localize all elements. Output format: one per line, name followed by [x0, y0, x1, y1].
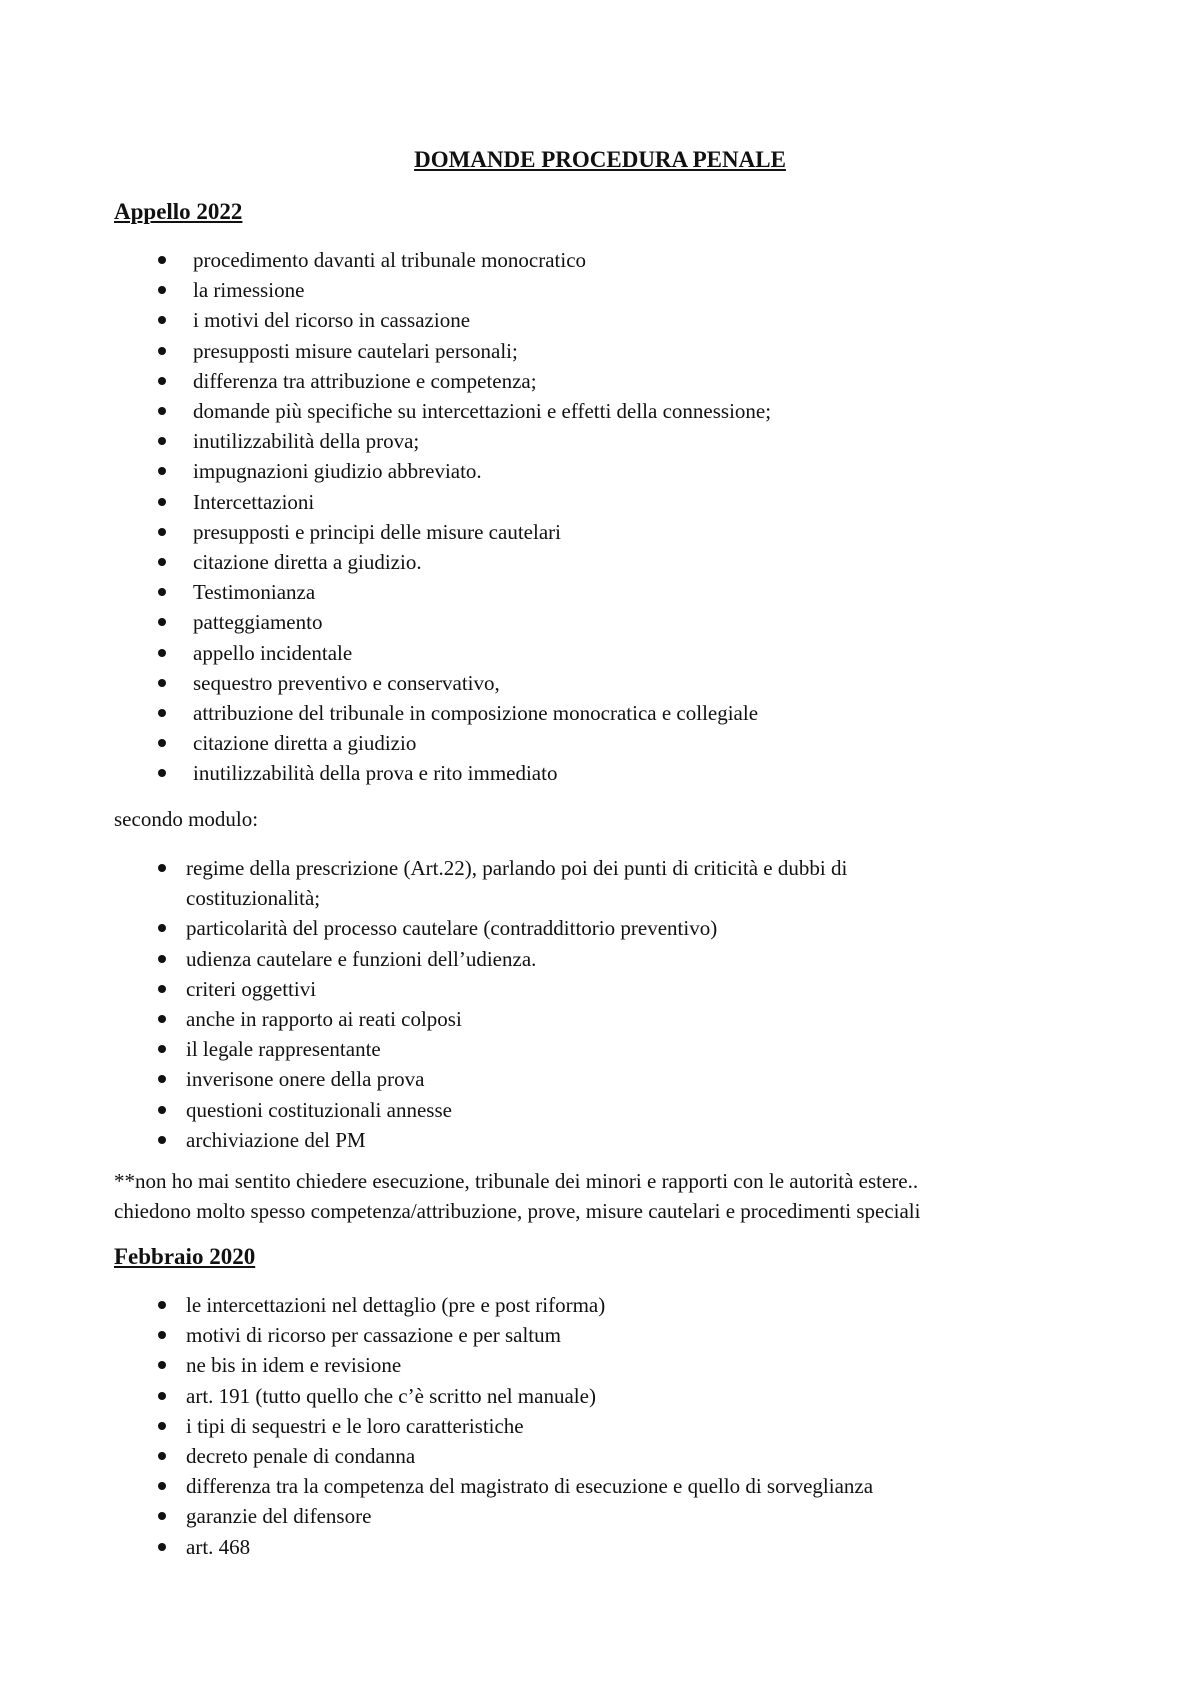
- list-item: i tipi di sequestri e le loro caratteristiche: [186, 1411, 1086, 1441]
- list-item: i motivi del ricorso in cassazione: [193, 305, 1093, 335]
- note-line: **non ho mai sentito chiedere esecuzione, tribunale dei minori e rapporti con le autorità estere..: [114, 1169, 919, 1193]
- list-item: differenza tra la competenza del magistrato di esecuzione e quello di sorveglianza: [186, 1471, 1086, 1501]
- list-item: sequestro preventivo e conservativo,: [193, 668, 1093, 698]
- note-paragraph: [114, 1166, 1114, 1226]
- section-heading-febbraio: Febbraio 2020: [114, 1244, 256, 1269]
- list-item: regime della prescrizione (Art.22), parlando poi dei punti di criticità e dubbi di costituzionalità;: [186, 853, 986, 913]
- list-item: udienza cautelare e funzioni dell’udienza.: [186, 944, 986, 974]
- list-item: la rimessione: [193, 275, 1093, 305]
- note-line: chiedono molto spesso competenza/attribuzione, prove, misure cautelari e procedimenti speciali: [114, 1199, 921, 1223]
- list-item: archiviazione del PM: [186, 1125, 986, 1155]
- list-item: impugnazioni giudizio abbreviato.: [193, 456, 1093, 486]
- list-item: domande più specifiche su intercettazioni e effetti della connessione;: [193, 396, 1093, 426]
- list-item: questioni costituzionali annesse: [186, 1095, 986, 1125]
- list-item: differenza tra attribuzione e competenza;: [193, 366, 1093, 396]
- list-item: particolarità del processo cautelare (contraddittorio preventivo): [186, 913, 986, 943]
- list-item: Testimonianza: [193, 577, 1093, 607]
- list-item: inutilizzabilità della prova;: [193, 426, 1093, 456]
- list-item: ne bis in idem e revisione: [186, 1350, 1086, 1380]
- secondo-modulo-label: secondo modulo:: [114, 807, 259, 831]
- list-item: citazione diretta a giudizio: [193, 728, 1093, 758]
- list-item: il legale rappresentante: [186, 1034, 986, 1064]
- list-item: Intercettazioni: [193, 487, 1093, 517]
- list-item: presupposti e principi delle misure cautelari: [193, 517, 1093, 547]
- page-title: DOMANDE PROCEDURA PENALE: [414, 147, 786, 172]
- list-item: criteri oggettivi: [186, 974, 986, 1004]
- list-item: citazione diretta a giudizio.: [193, 547, 1093, 577]
- list-item: procedimento davanti al tribunale monocratico: [193, 245, 1093, 275]
- secondo-modulo-list: [186, 853, 986, 1155]
- section-heading-appello: Appello 2022: [114, 199, 243, 224]
- list-item: presupposti misure cautelari personali;: [193, 336, 1093, 366]
- list-item: inutilizzabilità della prova e rito immediato: [193, 758, 1093, 788]
- list-item: motivi di ricorso per cassazione e per saltum: [186, 1320, 1086, 1350]
- febbraio-list: [186, 1290, 1086, 1562]
- list-item: garanzie del difensore: [186, 1501, 1086, 1531]
- list-item: anche in rapporto ai reati colposi: [186, 1004, 986, 1034]
- list-item: decreto penale di condanna: [186, 1441, 1086, 1471]
- list-item: attribuzione del tribunale in composizione monocratica e collegiale: [193, 698, 1093, 728]
- list-item: inverisone onere della prova: [186, 1064, 986, 1094]
- list-item: le intercettazioni nel dettaglio (pre e post riforma): [186, 1290, 1086, 1320]
- list-item: art. 468: [186, 1532, 1086, 1562]
- list-item: appello incidentale: [193, 638, 1093, 668]
- appello-list: [193, 245, 1093, 789]
- list-item: art. 191 (tutto quello che c’è scritto nel manuale): [186, 1381, 1086, 1411]
- list-item: patteggiamento: [193, 607, 1093, 637]
